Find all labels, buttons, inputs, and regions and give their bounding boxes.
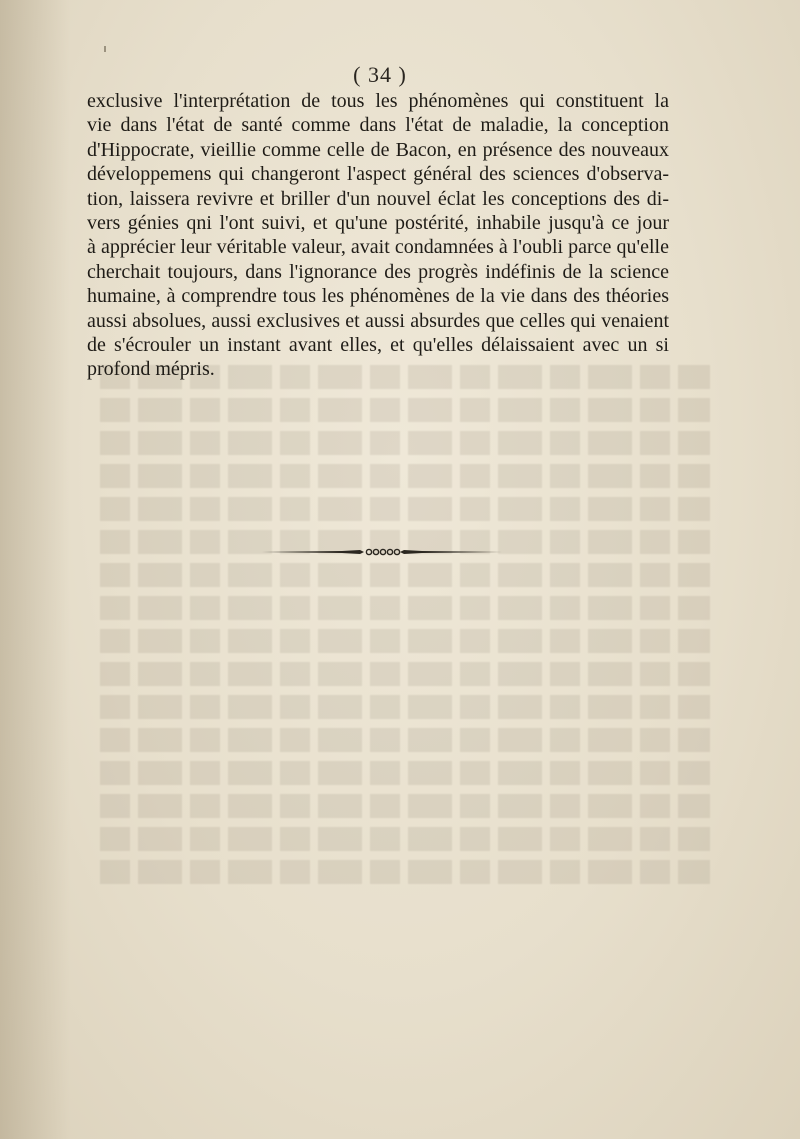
binding-shadow [0,0,70,1139]
text-line: exclusive l'interprétation de tous les phénomènes qui constituent la [87,90,669,112]
text-line: développemens qui changeront l'aspect général des sciences d'observa- [87,163,669,186]
text-line: tion, laissera revivre et briller d'un nouvel éclat les conceptions des di- [87,187,669,210]
text-line: humaine, à comprendre tous les phénomènes de la vie dans des théories [87,285,669,308]
text-line: cherchait toujours, dans l'ignorance des progrès indéfinis de la science [87,260,669,283]
body-paragraph [87,89,669,382]
page-number: ( 34 ) [353,62,407,87]
show-through-text [100,365,710,905]
text-line: aussi absolues, aussi exclusives et aussi absurdes que celles qui venaient [87,309,669,332]
section-divider-ornament [262,545,502,559]
text-line: vie dans l'état de santé comme dans l'état de maladie, la conception [87,114,669,137]
text-line: vers génies qni l'ont suivi, et qu'une postérité, inhabile jusqu'à ce jour [87,212,669,235]
text-line: à apprécier leur véritable valeur, avait condamnées à l'oubli parce qu'elle [87,236,669,259]
text-line: de s'écrouler un instant avant elles, et qu'elles délaissaient avec un si [87,334,669,357]
text-line: profond mépris. [87,358,215,381]
paper-speck [104,46,106,52]
text-line: d'Hippocrate, vieillie comme celle de Bacon, en présence des nouveaux [87,138,669,161]
